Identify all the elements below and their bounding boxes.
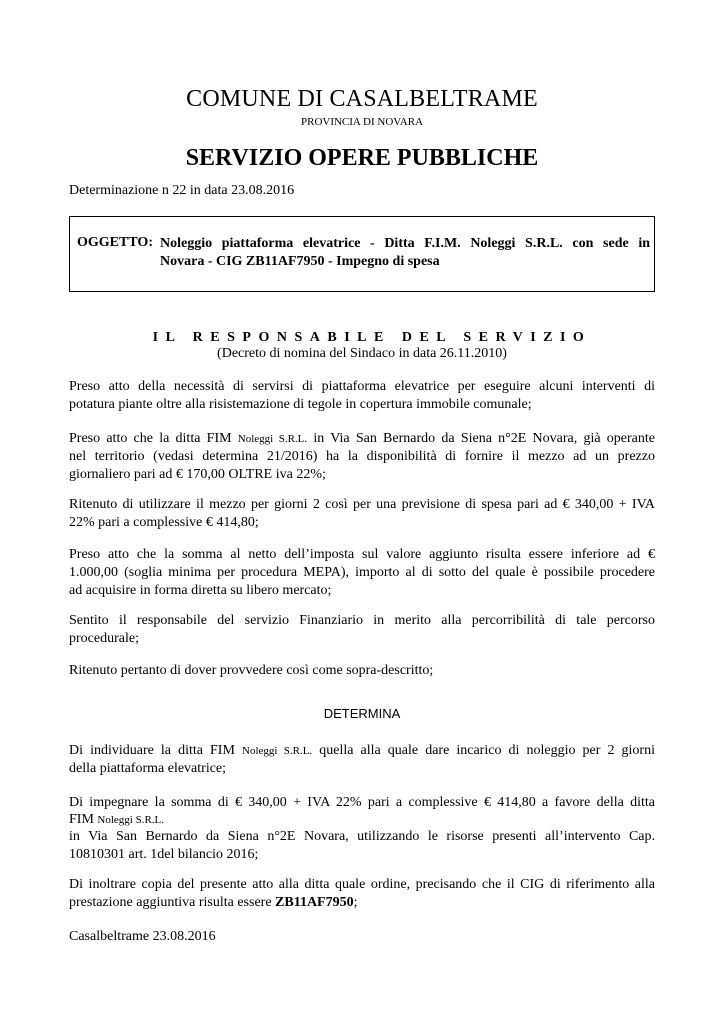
luogo-data: Casalbeltrame 23.08.2016 [69,929,216,944]
oggetto-box [69,216,655,292]
determina-heading: DETERMINA [323,706,401,721]
premessa-paragraph-6: Ritenuto pertanto di dover provvedere così come sopra-descritto; [69,663,434,678]
decreto-nomina: (Decreto di nomina del Sindaco in data 26.11.2010) [217,346,507,361]
responsabile-title: IL RESPONSABILE DEL SERVIZIO [152,330,592,345]
determina-item-3: Di inoltrare copia del presente atto alla ditta quale ordine, precisando che il CIG di riferimento alla prestazione aggiuntiva risulta essere ZB11AF7950; [69,877,655,910]
premessa-paragraph-1: Preso atto della necessità di servirsi di piattaforma elevatrice per eseguire alcuni interventi di potatura piante oltre alla risistemazione di tegole in copertura immobile comunale; [69,379,655,412]
premessa-paragraph-2: Preso atto che la ditta FIM Noleggi S.R.L. in Via San Bernardo da Siena n°2E Novara, già operante nel territorio (vedasi determina 21/2016) ha la disponibilità di fornire il mezzo ad un prezzo giornaliero pari ad € 170,00 OLTRE iva 22%; [69,431,655,482]
oggetto-label: OGGETTO: [77,235,153,250]
comune-title: COMUNE DI CASALBELTRAME [186,86,538,112]
determina-item-2: Di impegnare la somma di € 340,00 + IVA 22% pari a complessive € 414,80 a favore della ditta FIM Noleggi S.R.L. in Via San Bernardo da Siena n°2E Novara, utilizzando le risorse presenti all’intervento Cap. 10810301 art. 1del bilancio 2016; [69,795,655,862]
oggetto-text [160,235,650,271]
servizio-title: SERVIZIO OPERE PUBBLICHE [185,145,539,171]
cig-code: ZB11AF7950 [275,895,354,910]
determinazione-line: Determinazione n 22 in data 23.08.2016 [69,183,295,198]
premessa-paragraph-3: Ritenuto di utilizzare il mezzo per giorni 2 così per una previsione di spesa pari ad € 340,00 + IVA 22% pari a complessive € 414,80; [69,497,655,530]
determina-item-1: Di individuare la ditta FIM Noleggi S.R.L. quella alla quale dare incarico di noleggio per 2 giorni della piattaforma elevatrice; [69,743,655,776]
provincia-subtitle: PROVINCIA DI NOVARA [300,116,424,128]
premessa-paragraph-5: Sentito il responsabile del servizio Finanziario in merito alla percorribilità di tale percorso procedurale; [69,613,655,646]
premessa-paragraph-4: Preso atto che la somma al netto dell’imposta sul valore aggiunto risulta essere inferiore ad € 1.000,00 (soglia minima per procedura MEPA), importo al di sotto del quale è possibile procedere ad acquisire in forma diretta su libero mercato; [69,547,655,598]
oggetto-line-2: Novara - CIG ZB11AF7950 - Impegno di spesa [160,254,440,269]
oggetto-line-1: Noleggio piattaforma elevatrice - Ditta F.I.M. Noleggi S.R.L. con sede in [160,236,650,251]
